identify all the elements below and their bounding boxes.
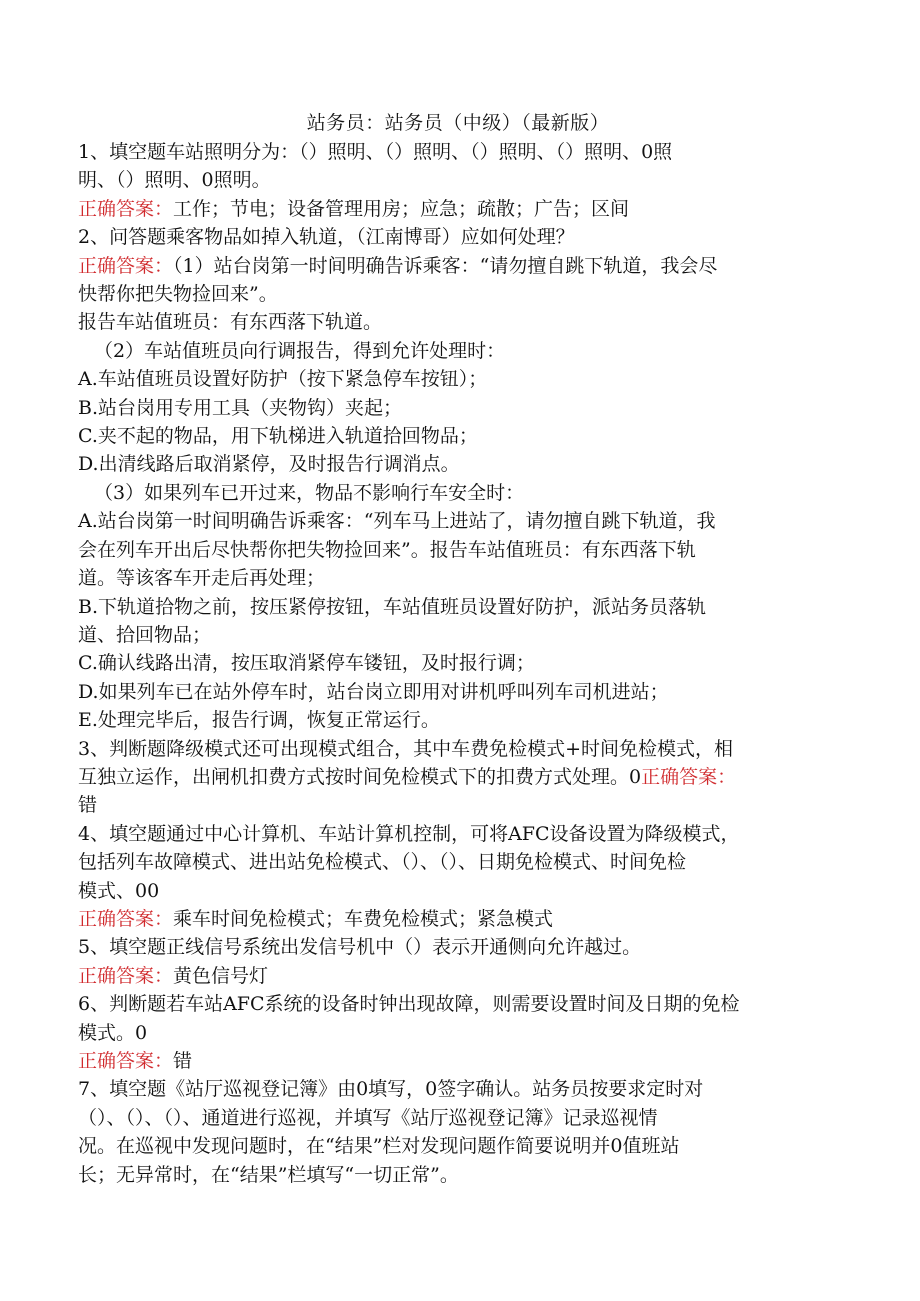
line-text: C.确认线路出清，按压取消紧停车镂钮，及时报行调； — [78, 652, 535, 675]
line-text: 道、拾回物品； — [78, 623, 212, 646]
text-line — [78, 905, 838, 933]
text-line — [78, 1075, 838, 1103]
text-line — [78, 422, 838, 450]
text-line — [78, 166, 838, 194]
line-text: （1）站台岗第一时间明确告诉乘客：“请勿擅自跳下轨道，我会尽 — [173, 254, 718, 277]
line-text: 快帮你把失物捡回来”。 — [78, 283, 278, 306]
text-line — [78, 195, 838, 223]
line-text: 明、（）照明、0照明。 — [78, 169, 271, 192]
answer-label: 正确答案： — [641, 765, 737, 788]
text-line — [78, 848, 838, 876]
line-text: 4、填空题通过中心计算机、车站计算机控制，可将AFC设备设置为降级模式， — [78, 822, 740, 845]
line-text: 会在列车开出后尽快帮你把失物捡回来”。报告车站值班员：有东西落下轨 — [78, 538, 696, 561]
text-line — [78, 536, 838, 564]
line-text: 模式。0 — [78, 1021, 148, 1044]
line-text: C.夹不起的物品，用下轨梯进入轨道拾回物品； — [78, 425, 478, 448]
text-line — [78, 252, 838, 280]
line-text: 5、填空题正线信号系统出发信号机中（）表示开通侧向允许越过。 — [78, 936, 642, 959]
text-line — [78, 479, 838, 507]
text-line — [78, 507, 838, 535]
text-line — [78, 308, 838, 336]
line-text: 错 — [78, 794, 98, 817]
text-line — [78, 138, 838, 166]
line-text: 道。等该客车开走后再处理； — [78, 567, 326, 590]
line-text: D.出清线路后取消紧停，及时报告行调消点。 — [78, 453, 460, 476]
text-line — [78, 280, 838, 308]
line-text: 长；无异常时，在“结果”栏填写“一切正常”。 — [78, 1163, 459, 1186]
line-text: 3、判断题降级模式还可出现模式组合，其中车费免检模式+时间免检模式，相 — [78, 737, 734, 760]
text-line — [78, 394, 838, 422]
text-line — [78, 593, 838, 621]
line-text: 错 — [173, 1050, 193, 1072]
text-line — [78, 649, 838, 677]
text-line — [78, 877, 838, 905]
answer-label: 正确答案： — [78, 1050, 174, 1072]
line-text: 报告车站值班员：有东西落下轨道。 — [78, 311, 383, 334]
text-line — [78, 621, 838, 649]
document-page — [78, 108, 838, 1189]
text-line — [78, 763, 838, 791]
text-line — [78, 990, 838, 1018]
text-line — [78, 450, 838, 478]
document-title: 站务员：站务员（中级）（最新版） — [306, 112, 610, 134]
line-text: 6、判断题若车站AFC系统的设备时钟出现故障，则需要设置时间及日期的免检 — [78, 993, 740, 1016]
answer-label: 正确答案： — [78, 964, 174, 987]
line-text: 黄色信号灯 — [173, 964, 269, 987]
line-text: 1、填空题车站照明分为：（）照明、（）照明、（）照明、（）照明、0照 — [78, 141, 673, 163]
text-line — [78, 706, 838, 734]
line-text: 2、问答题乘客物品如掉入轨道，（江南博哥）应如何处理？ — [78, 226, 575, 249]
answer-label: 正确答案： — [78, 907, 174, 930]
line-text: B.下轨道拾物之前，按压紧停按钮，车站值班员设置好防护，派站务员落轨 — [78, 595, 707, 618]
text-line — [78, 933, 838, 961]
text-line — [78, 365, 838, 393]
line-text: 互独立运作，出闸机扣费方式按时间免检模式下的扣费方式处理。0 — [78, 765, 642, 788]
answer-label: 正确答案： — [78, 197, 174, 220]
text-line — [78, 1047, 838, 1075]
line-text: B.站台岗用专用工具（夹物钩）夹起； — [78, 396, 403, 419]
text-line — [78, 1161, 838, 1189]
line-text: E.处理完毕后，报告行调，恢复正常运行。 — [78, 709, 440, 732]
line-text: A.站台岗第一时间明确告诉乘客：“列车马上进站了，请勿擅自跳下轨道，我 — [78, 510, 716, 533]
text-line — [78, 791, 838, 819]
text-line — [78, 678, 838, 706]
text-line — [78, 337, 838, 365]
line-text: 包括列车故障模式、进出站免检模式、（）、（）、日期免检模式、时间免检 — [78, 851, 687, 874]
text-line — [78, 820, 838, 848]
line-text: D.如果列车已在站外停车时，站台岗立即用对讲机呼叫列车司机进站； — [78, 680, 669, 703]
line-text: 工作；节电；设备管理用房；应急；疏散；广告；区间 — [173, 197, 630, 220]
line-text: （3）如果列车已开过来，物品不影响行车安全时： — [94, 481, 525, 504]
text-line — [78, 223, 838, 251]
text-line — [78, 1019, 838, 1047]
text-line — [78, 564, 838, 592]
text-line — [78, 1132, 838, 1160]
line-text: （2）车站值班员向行调报告，得到允许处理时： — [94, 339, 506, 362]
line-text: 况。在巡视中发现问题时，在“结果”栏对发现问题作简要说明并0值班站 — [78, 1135, 680, 1158]
text-line — [78, 735, 838, 763]
document-body — [78, 138, 838, 1189]
line-text: 7、填空题《站厅巡视登记簿》由0填写，0签字确认。站务员按要求定时对 — [78, 1078, 704, 1101]
line-text: A.车站值班员设置好防护（按下紧急停车按钮）； — [78, 368, 488, 391]
line-text: （）、（）、（）、通道进行巡视，并填写《站厅巡视登记簿》记录巡视情 — [78, 1106, 658, 1129]
line-text: 模式、00 — [78, 879, 160, 902]
text-line — [78, 1104, 838, 1132]
text-line — [78, 962, 838, 990]
line-text: 乘车时间免检模式；车费免检模式；紧急模式 — [173, 907, 554, 930]
answer-label: 正确答案： — [78, 254, 174, 277]
